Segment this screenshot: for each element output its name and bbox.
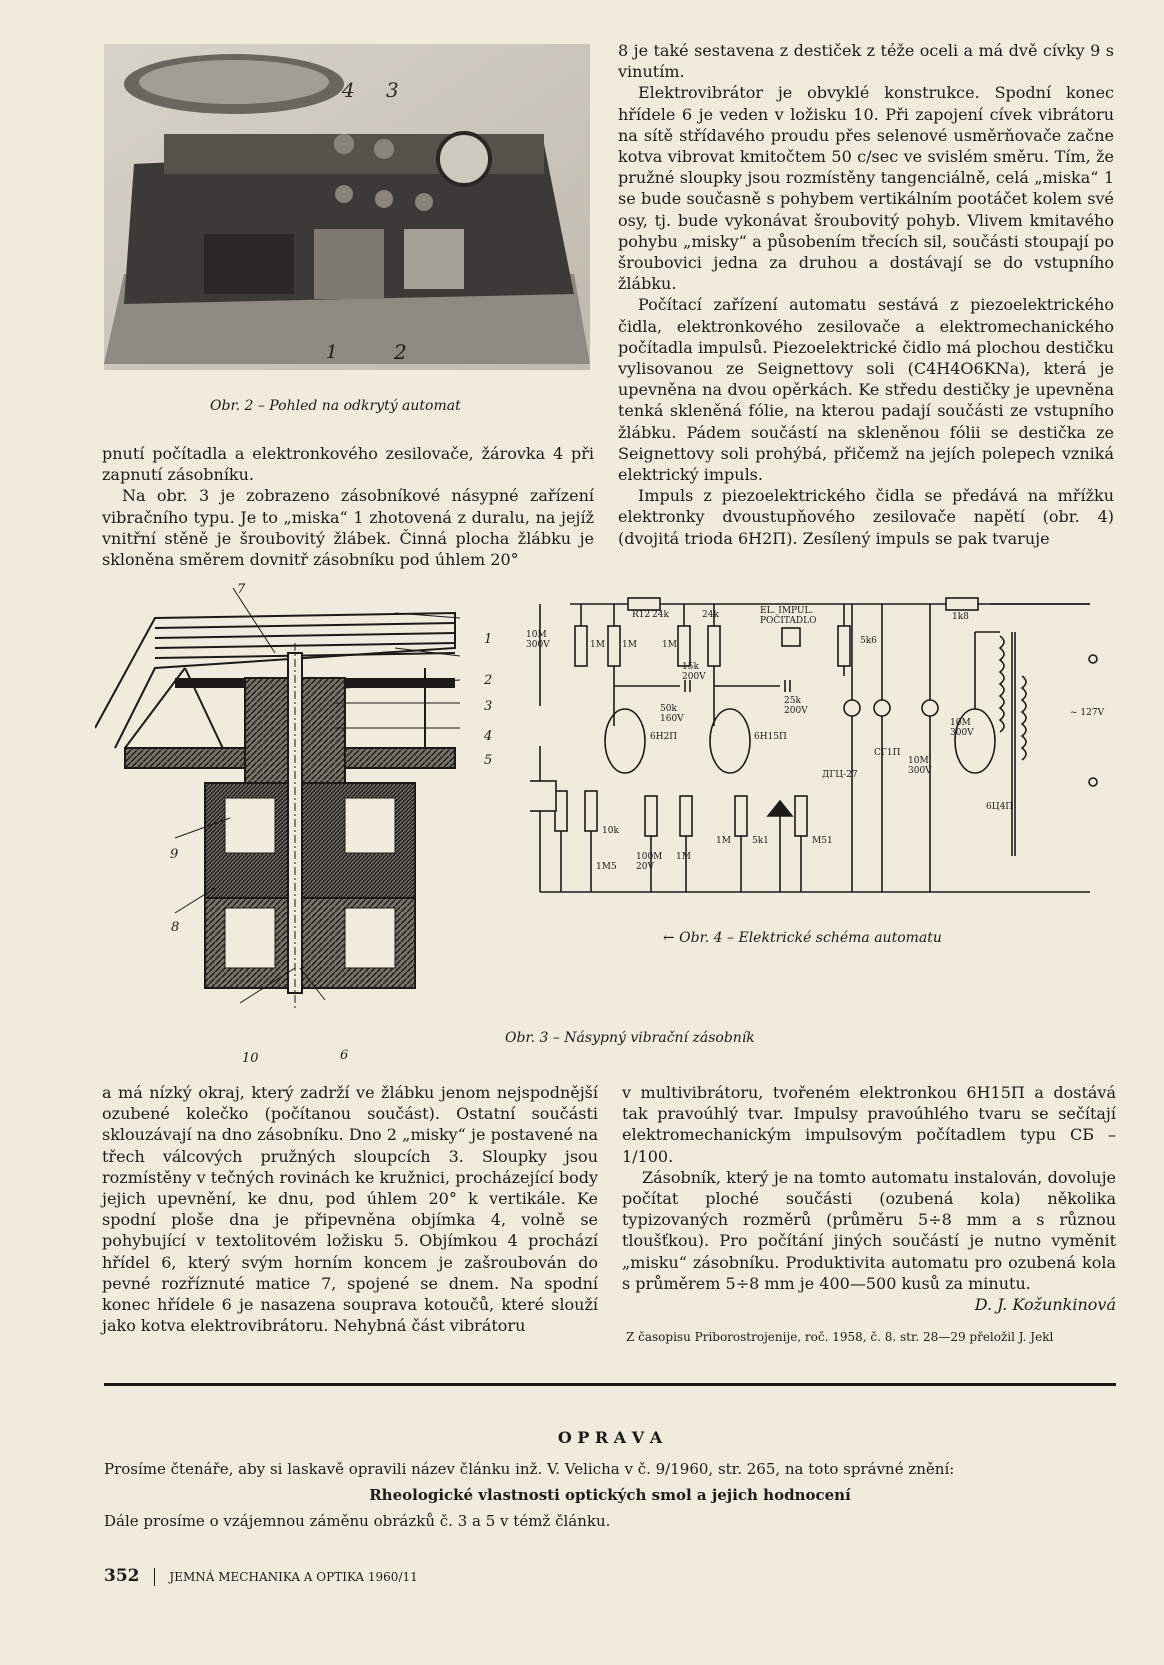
fig4-label-10k: 10k	[602, 826, 619, 836]
fig3-label-9: 9	[170, 847, 179, 862]
figure-3-drawing	[95, 588, 515, 1068]
fig3-label-8: 8	[171, 920, 180, 935]
fig4-caption: ← Obr. 4 – Elektrické schéma automatu	[663, 930, 942, 946]
left-column-top	[102, 443, 594, 570]
right-column-top	[618, 40, 1114, 549]
fig4-label-5k6: 5k6	[860, 636, 877, 646]
fig2-label-4: 4	[342, 78, 355, 102]
fig4-label-10m-300v-b: 10M 300V	[950, 718, 974, 738]
fig4-label-dgc27: ДГЦ-27	[822, 770, 858, 780]
fig2-label-1: 1	[326, 342, 338, 363]
fig4-label-24k-b: 24k	[702, 610, 719, 620]
fig4-label-sg1p: СГ1П	[874, 748, 901, 758]
oprava-line2: Dále prosíme o vzájemnou záměnu obrázků č. 3 a 5 v témž článku.	[104, 1512, 611, 1530]
journal-name: JEMNÁ MECHANIKA A OPTIKA 1960/11	[169, 1570, 418, 1584]
fig3-label-4: 4	[484, 729, 493, 744]
fig4-label-6c4p: 6Ц4П	[986, 802, 1014, 812]
fig4-label-10m-300v-c: 10M 300V	[908, 756, 932, 776]
author: D. J. Kožunkinová	[974, 1295, 1116, 1315]
paragraph: a má nízký okraj, který zadrží ve žlábku jenom nejspodnější ozubené kolečko (počítanou součást). Ostatní součásti sklouzávají na dno zásobníku. Dno 2 „misky“ je postavené na třech válcových pružných sloupcích 3. Sloupky jsou rozmístěny v tečných rovinách ke kružnici, procházející body jejich upevnění, ke dnu, pod úhlem 20° k vertikále. Ke spodní ploše dna je připevněna objímka 4, volně se pohybující v textolitovém ložisku 5. Objímkou 4 prochází hřídel 6, který svým horním koncem je zašroubován do pevné rozříznuté matice 7, spojené se dnem. Na spodní konec hřídele 6 je nasazena souprava kotoučů, které slouží jako kotva elektrovibrátoru. Nehybná část vibrátoru	[102, 1083, 598, 1336]
fig4-label-1m5: 1M5	[596, 862, 617, 872]
fig4-label-1k8: 1k8	[952, 612, 969, 622]
fig4-label-6h15p: 6H15П	[754, 732, 787, 742]
paragraph: Impuls z piezoelektrického čidla se předává na mřížku elektronky dvoustupňového zesilovače napětí (obr. 4) (dvojitá trioda 6H2П). Zesílený impuls se pak tvaruje	[618, 486, 1114, 548]
fig4-label-50k-160v: 50k 160V	[660, 704, 684, 724]
fig4-label-1m-a: 1M	[590, 640, 605, 650]
fig4-label-m51: M51	[812, 836, 833, 846]
fig3-label-6: 6	[340, 1048, 349, 1063]
fig4-label-1m-d: 1M	[676, 852, 691, 862]
divider	[104, 1383, 1116, 1386]
fig3-label-1: 1	[484, 632, 493, 647]
fig4-label-6h2p: 6H2П	[650, 732, 678, 742]
fig3-label-5: 5	[484, 753, 493, 768]
fig4-label-24k-a: 24k	[652, 610, 669, 620]
fig3-label-10: 10	[242, 1051, 259, 1066]
fig4-label-1m-e: 1M	[716, 836, 731, 846]
fig2-label-2: 2	[394, 340, 407, 364]
fig3-caption: Obr. 3 – Násypný vibrační zásobník	[505, 1030, 755, 1046]
fig4-label-10m-300v: 10M 300V	[526, 630, 550, 650]
fig4-label-127v: ~ 127V	[1070, 708, 1105, 718]
fig3-label-3: 3	[484, 699, 493, 714]
paragraph: v multivibrátoru, tvořeném elektronkou 6H15П a dostává tak pravoúhlý tvar. Impulsy pravoúhlého tvaru se sečítají elektromechanickým impulsovým počítadlem typu СБ – 1/100.	[622, 1083, 1116, 1166]
fig2-caption: Obr. 2 – Pohled na odkrytý automat	[210, 398, 461, 414]
fig4-label-5k1: 5k1	[752, 836, 769, 846]
fig2-label-3: 3	[386, 78, 399, 102]
fig3-label-2: 2	[484, 673, 493, 688]
paragraph: Elektrovibrátor je obvyklé konstrukce. Spodní konec hřídele 6 je veden v ložisku 10. Při zapojení cívek vibrátoru na sítě střídavého proudu přes selenové usměrňovače začne kotva vibrovat kmitočtem 50 c/sec ve svislém směru. Tím, že pružné sloupky jsou rozmístěny tangenciálně, celá „miska“ 1 se bude současně s pohybem vertikálním pootáčet kolem své osy, tj. bude vykonávat šroubovitý pohyb. Vlivem kmitavého pohybu „misky“ a působením třecích sil, součásti stoupají po šroubovici jedna za druhou a dostávají se do vstupního žlábku.	[618, 83, 1114, 294]
figure-2	[104, 44, 590, 370]
oprava-line1: Prosíme čtenáře, aby si laskavě opravili název článku inž. V. Velicha v č. 9/1960, str. 265, na toto správné znění:	[104, 1460, 955, 1478]
figure-3	[95, 582, 515, 1068]
paragraph: Počítací zařízení automatu sestává z piezoelektrického čidla, elektronkového zesilovače a elektromechanického počítadla impulsů. Piezoelektrické čidlo má plochou destičku vylisovanou ze Seignettovy soli (C4H4O6KNa), která je upevněna na dvou opěrkách. Ke středu destičky je upevněna tenká skleněná fólie, na kterou padají součásti ze vstupního žlábku. Pádem součástí na skleněnou fólii se destička ze Seignettovy soli prohýbá, přičemž na jejích polepech vzniká elektrický impuls.	[618, 295, 1114, 485]
paragraph: 8 je také sestavena z destiček z téže oceli a má dvě cívky 9 s vinutím.	[618, 41, 1114, 82]
fig4-label-1m-b: 1M	[622, 640, 637, 650]
figure-4	[526, 596, 1120, 916]
figure-4-schematic	[530, 596, 1120, 916]
fig4-label-100m-20v: 100M 20V	[636, 852, 663, 872]
source-note: Z časopisu Priborostrojenije, roč. 1958, č. 8. str. 28—29 přeložil J. Jekl	[626, 1330, 1054, 1344]
paragraph: Zásobník, který je na tomto automatu instalován, dovoluje počítat ploché součásti (ozubená kola) několika typizovaných rozměrů (průměru 5÷8 mm a s různou tloušťkou). Pro počítání jiných součástí je nutno vyměnit „misku“ zásobníku. Produktivita automatu pro ozubená kola s průměrem 5÷8 mm je 400—500 kusů za minutu.	[622, 1167, 1116, 1293]
fig4-label-15k-200v: 15k 200V	[682, 662, 706, 682]
page-footer	[104, 1566, 418, 1586]
paragraph: Na obr. 3 je zobrazeno zásobníkové násypné zařízení vibračního typu. Je to „miska“ 1 zhotovená z duralu, na jejíž vnitřní stěně je šroubovitý žlábek. Činná plocha žlábku je skloněna směrem dovnitř zásobníku pod úhlem 20°	[102, 486, 594, 570]
fig4-label-r12: R12	[632, 610, 651, 620]
fig4-label-1m-c: 1M	[662, 640, 677, 650]
page-number: 352	[104, 1566, 140, 1586]
paragraph: pnutí počítadla a elektronkového zesilovače, žárovka 4 při zapnutí zásobníku.	[102, 444, 594, 485]
fig4-label-counter: EL. IMPUL. POČITADLO	[760, 606, 817, 626]
fig4-label-25k-200v: 25k 200V	[784, 696, 808, 716]
right-column-bottom	[622, 1082, 1116, 1315]
left-column-bottom	[102, 1082, 598, 1336]
fig3-label-7: 7	[237, 582, 246, 597]
oprava-title: Rheologické vlastnosti optických smol a jejich hodnocení	[369, 1486, 851, 1504]
oprava-heading: O P R A V A	[557, 1428, 663, 1447]
footer-separator	[154, 1568, 155, 1586]
